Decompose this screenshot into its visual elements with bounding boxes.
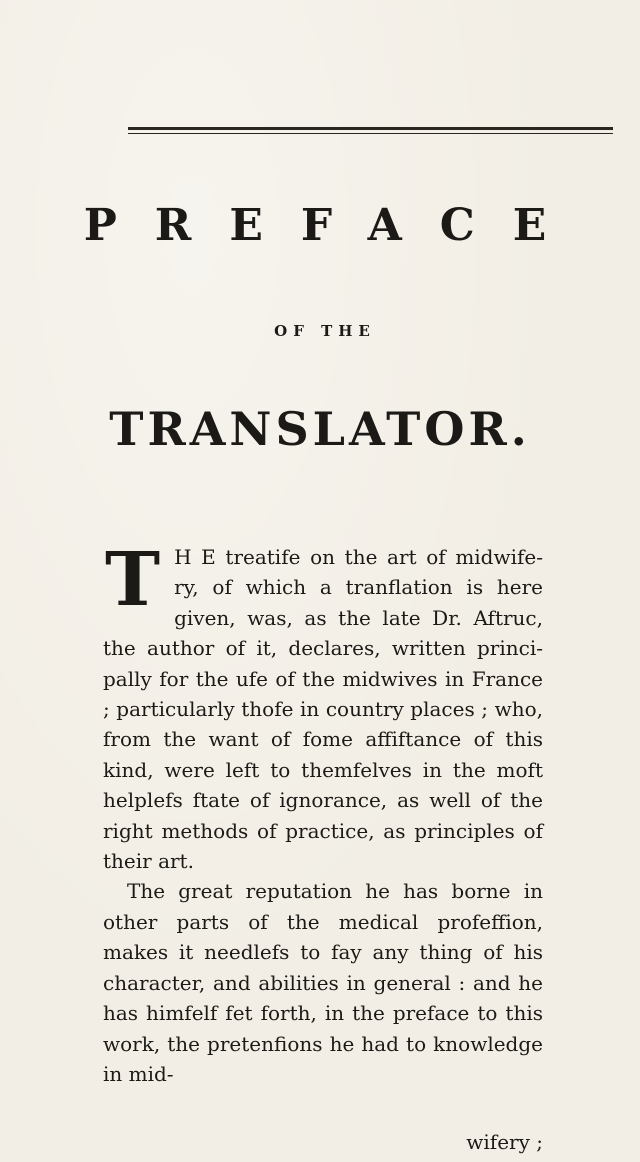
page-subtitle-small: OF THE: [274, 322, 376, 340]
paragraph-1-text: H E treatife on the art of midwife-ry, of which a tranflation is here given, was, as the late Dr. Aftruc, the author of it, declares, written princi-pally for the ufe of the midwives in France ; particularly thofe in country places ; who, from the want of fome affiftance of this kind, were left to themfelves in the moft helplefs ftate of ignorance, as well of the right methods of practice, as principles of their art.: [103, 545, 543, 874]
paragraph-2: The great reputation he has borne in other parts of the medical profeffion, makes it needlefs to fay any thing of his character, and abilities in general : and he has himfelf fet forth, in the preface to this work, the pretenfions he had to knowledge in mid-: [103, 879, 543, 1086]
top-rule-thick: [128, 127, 613, 130]
body-text: [103, 537, 543, 1089]
drop-cap: T: [105, 537, 161, 623]
page-subtitle-large: TRANSLATOR.: [109, 402, 531, 456]
page-title: PREFACE: [83, 200, 585, 251]
catchword: wifery ;: [466, 1130, 543, 1154]
top-rule-thin: [128, 133, 613, 134]
paragraph-1: [103, 537, 543, 876]
